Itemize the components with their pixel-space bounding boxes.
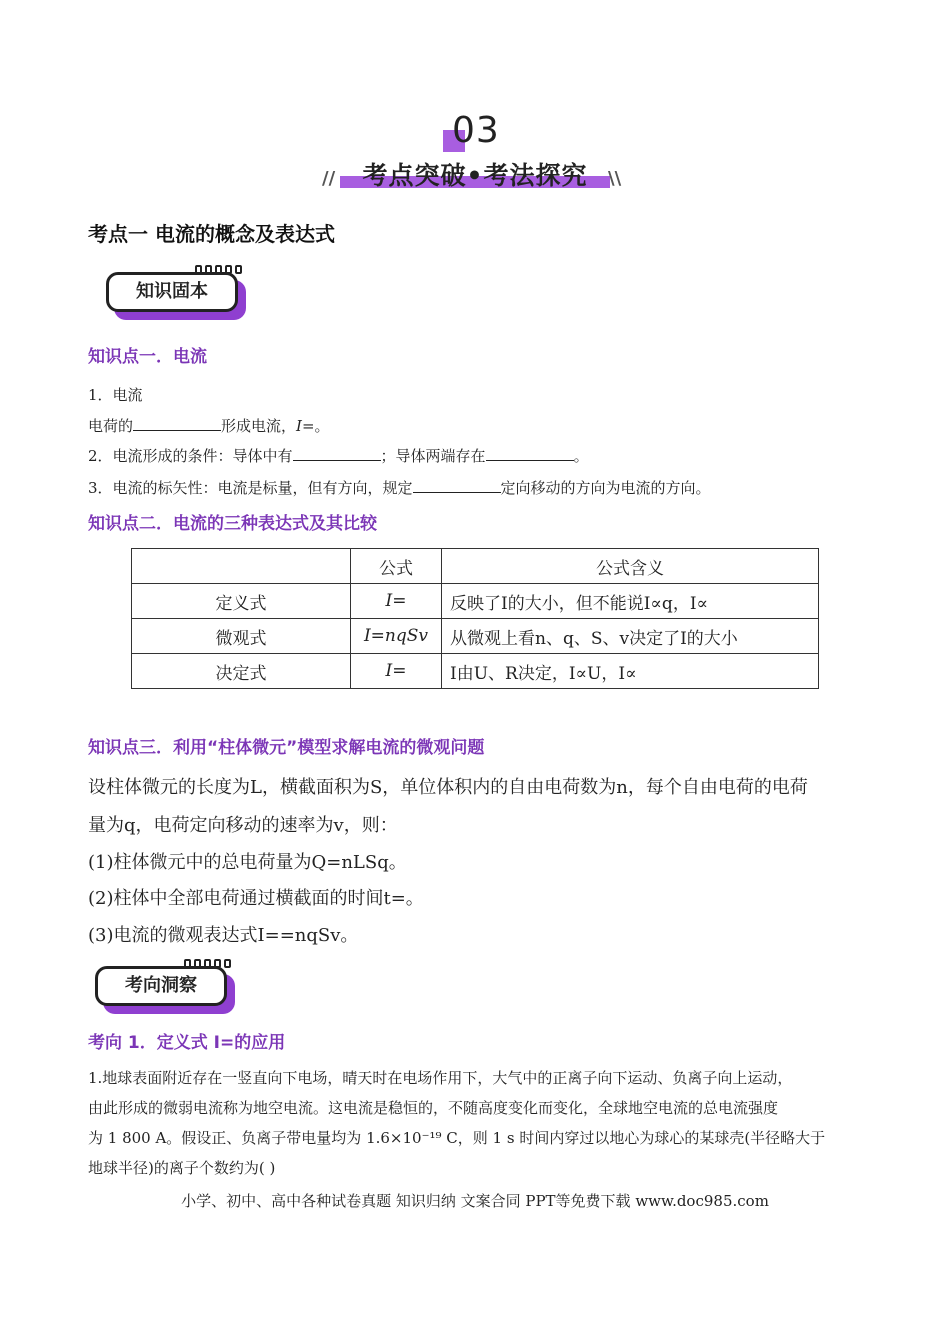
badge-insight [95,966,245,1020]
question-line3: 为 1 800 A。假设正、负离子带电量均为 1.6×10⁻¹⁹ C，则 1 s 时间内穿过以地心为球心的某球壳(半径略大于 [88,1129,826,1147]
kp2-title: 知识点二．电流的三种表达式及其比较 [88,514,377,534]
fill-blank [413,478,501,493]
kp3-para-line1: 设柱体微元的长度为L，横截面积为S，单位体积内的自由电荷数为n，每个自由电荷的电荷 [88,777,808,798]
section-number-text: 03 [452,110,500,151]
table-row: 决定式 I= I由U、R决定，I∝U，I∝ [132,654,819,689]
badge-label: 考向洞察 [125,975,197,996]
question-line2: 由此形成的微弱电流称为地空电流。这电流是稳恒的，不随高度变化而变化，全球地空电流的总电流强度 [88,1099,779,1117]
fill-blank [293,446,381,461]
table-row: 微观式 I=nqSv 从微观上看n、q、S、v决定了I的大小 [132,619,819,654]
kp1-line2: 电荷的 形成电流，I=。 [88,417,330,435]
table-row: 定义式 I= 反映了I的大小，但不能说I∝q，I∝ [132,584,819,619]
badge-knowledge [106,272,256,326]
kp1-line1: 1．电流 [88,386,143,404]
kp1-line3: 2．电流形成的条件：导体中有 ；导体两端存在 。 [88,447,589,465]
kp1-title: 知识点一．电流 [88,347,207,367]
table-header-row: 公式 公式含义 [132,549,819,584]
kp3-para-line2: 量为q，电荷定向移动的速率为v，则： [88,815,398,836]
kp3-item2: (2)柱体中全部电荷通过横截面的时间t=。 [88,888,424,909]
formula-table [131,548,819,689]
fill-blank [133,416,221,431]
kp3-item1: (1)柱体微元中的总电荷量为Q=nLSq。 [88,852,407,873]
slash-right-decor: \\ [608,168,622,189]
section-number [440,110,520,154]
question-line1: 1.地球表面附近存在一竖直向下电场，晴天时在电场作用下，大气中的正离子向下运动、负离子向上运动， [88,1069,793,1087]
slash-left-decor: // [322,168,336,189]
fill-blank [486,446,574,461]
badge-label: 知识固本 [136,281,208,302]
kp3-item3: (3)电流的微观表达式I==nqSv。 [88,925,359,946]
kp1-line4: 3．电流的标矢性：电流是标量，但有方向，规定 定向移动的方向为电流的方向。 [88,479,711,497]
question-line4: 地球半径)的离子个数约为( ) [88,1159,276,1177]
kx1-title: 考向 1．定义式 I=的应用 [88,1033,286,1053]
section-banner [320,156,630,196]
kp3-title: 知识点三．利用“柱体微元”模型求解电流的微观问题 [88,738,485,758]
section-heading: 考点一 电流的概念及表达式 [88,222,335,246]
banner-title: 考点突破•考法探究 [362,161,588,190]
page-footer: 小学、初中、高中各种试卷真题 知识归纳 文案合同 PPT等免费下载 www.doc985.com [181,1192,769,1210]
